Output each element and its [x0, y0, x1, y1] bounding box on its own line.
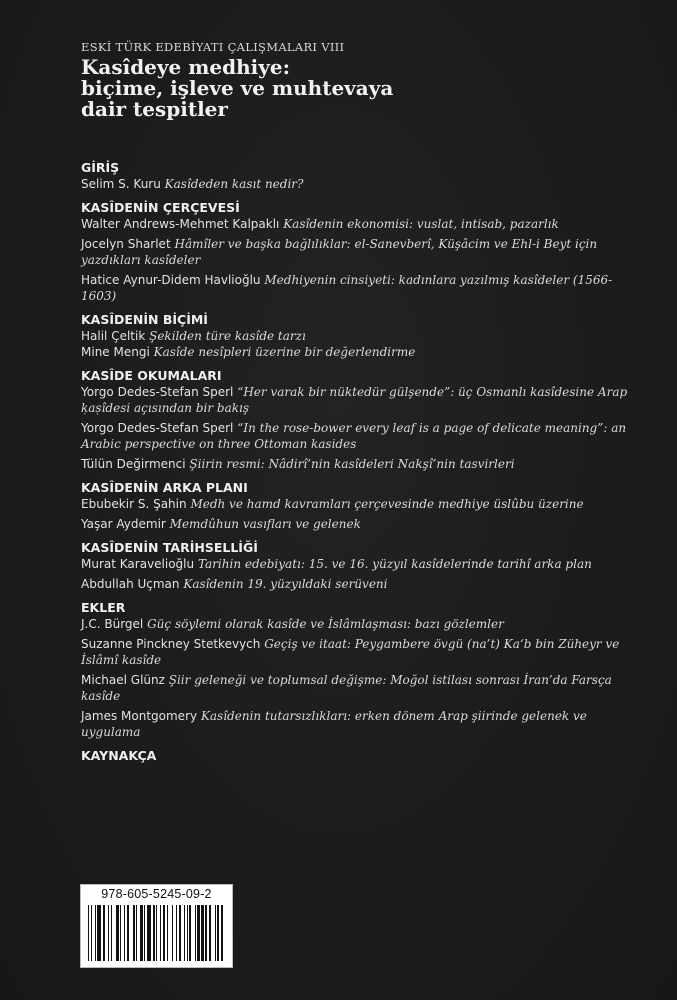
entry-title: Medhiyenin cinsiyeti: kadınlara yazılmış kasîdeler (1566-1603): [81, 273, 613, 303]
entry-author: Halil Çeltik: [81, 329, 146, 343]
entry-author: Suzanne Pinckney Stetkevych: [81, 637, 261, 651]
toc-entry: [81, 616, 641, 632]
toc-entry: [81, 496, 641, 512]
entry-title: Memdûhun vasıfları ve gelenek: [169, 517, 361, 531]
section-heading: GİRİŞ: [81, 160, 120, 175]
toc-section: [81, 160, 641, 192]
title-line: Kasîdeye medhiye:: [81, 55, 290, 79]
entry-author: Michael Glünz: [81, 673, 165, 687]
toc-entry: [81, 236, 641, 268]
section-heading: KASÎDENİN ÇERÇEVESİ: [81, 200, 240, 215]
toc-entry: [81, 344, 641, 360]
entry-author: Jocelyn Sharlet: [81, 237, 171, 251]
toc-entry: [81, 328, 641, 344]
entry-author: Tülün Değirmenci: [81, 457, 186, 471]
toc-entry: [81, 516, 641, 532]
toc-entry: [81, 384, 641, 416]
section-heading: KASÎDE OKUMALARI: [81, 368, 222, 383]
entry-author: Yaşar Aydemir: [81, 517, 166, 531]
entry-title: Hâmîler ve başka bağlılıklar: el-Sanevberî, Küşâcim ve Ehl-i Beyt için yazdıkları kasîdeler: [81, 237, 598, 267]
toc-section: [81, 312, 641, 360]
entry-author: Abdullah Uçman: [81, 577, 180, 591]
title-line: dair tespitler: [81, 97, 228, 121]
series-title: ESKİ TÜRK EDEBİYATI ÇALIŞMALARI VIII: [81, 40, 345, 54]
toc-entry: [81, 420, 641, 452]
toc-section: [81, 600, 641, 740]
toc-section: [81, 480, 641, 532]
toc-entry: [81, 456, 641, 472]
bibliography-heading: KAYNAKÇA: [81, 748, 157, 763]
table-of-contents: [81, 160, 641, 764]
entry-title: Geçiş ve itaat: Peygambere övgü (na’t) Ka‘b bin Züheyr ve İslâmî kasîde: [81, 637, 620, 667]
toc-entry: [81, 176, 641, 192]
barcode-bar: [223, 905, 224, 961]
toc-section: [81, 200, 641, 304]
entry-title: Şiir geleneği ve toplumsal değişme: Moğol istilası sonrası İran’da Farsça kasîde: [81, 673, 612, 703]
isbn-number: 978-605-5245-09-2: [101, 887, 212, 901]
toc-entry: [81, 636, 641, 668]
toc-entry: [81, 556, 641, 572]
entry-author: Yorgo Dedes-Stefan Sperl: [81, 385, 234, 399]
toc-section: [81, 368, 641, 472]
title-line: biçime, işleve ve muhtevaya: [81, 76, 394, 100]
entry-author: James Montgomery: [81, 709, 198, 723]
book-title: [81, 57, 501, 120]
entry-title: Tarihin edebiyatı: 15. ve 16. yüzyıl kasîdelerinde tarihî arka plan: [197, 557, 592, 571]
entry-title: Güç söylemi olarak kasîde ve İslâmlaşması: bazı gözlemler: [147, 617, 504, 631]
entry-title: “Her varak bir nüktedür gülşende”: üç Osmanlı kasîdesine Arap ķaṣîdesi açısından bir bakış: [81, 385, 628, 415]
section-heading: KASÎDENİN BİÇİMİ: [81, 312, 208, 327]
entry-author: Yorgo Dedes-Stefan Sperl: [81, 421, 234, 435]
entry-title: Kasîdeden kasıt nedir?: [164, 177, 304, 191]
section-heading: KASÎDENİN ARKA PLANI: [81, 480, 248, 495]
entry-title: Şekilden türe kasîde tarzı: [149, 329, 306, 343]
entry-author: J.C. Bürgel: [81, 617, 144, 631]
entry-title: Kasîdenin ekonomisi: vuslat, intisab, pazarlık: [283, 217, 559, 231]
entry-author: Murat Karavelioğlu: [81, 557, 195, 571]
section-heading: EKLER: [81, 600, 126, 615]
barcode-bars: [88, 905, 225, 961]
entry-title: Medh ve hamd kavramları çerçevesinde medhiye üslûbu üzerine: [190, 497, 584, 511]
entry-title: Kasîdenin tutarsızlıkları: erken dönem Arap şiirinde gelenek ve uygulama: [81, 709, 587, 739]
isbn-barcode: [80, 884, 233, 968]
entry-author: Ebubekir S. Şahin: [81, 497, 187, 511]
toc-entry: [81, 672, 641, 704]
entry-author: Mine Mengi: [81, 345, 150, 359]
toc-entry: [81, 576, 641, 592]
entry-author: Selim S. Kuru: [81, 177, 161, 191]
entry-title: Kasîdenin 19. yüzyıldaki serüveni: [183, 577, 388, 591]
entry-title: Kasîde nesîpleri üzerine bir değerlendirme: [153, 345, 416, 359]
section-heading: KASÎDENİN TARİHSELLİĞİ: [81, 540, 258, 555]
toc-entry: [81, 272, 641, 304]
toc-entry: [81, 708, 641, 740]
entry-author: Walter Andrews-Mehmet Kalpaklı: [81, 217, 280, 231]
toc-section: [81, 540, 641, 592]
toc-entry: [81, 216, 641, 232]
entry-title: “In the rose-bower every leaf is a page of delicate meaning”: an Arabic perspective on three Ottoman kasides: [81, 421, 627, 451]
entry-author: Hatice Aynur-Didem Havlioğlu: [81, 273, 261, 287]
entry-title: Şiirin resmi: Nâdirî’nin kasîdeleri Nakşî’nin tasvirleri: [189, 457, 515, 471]
